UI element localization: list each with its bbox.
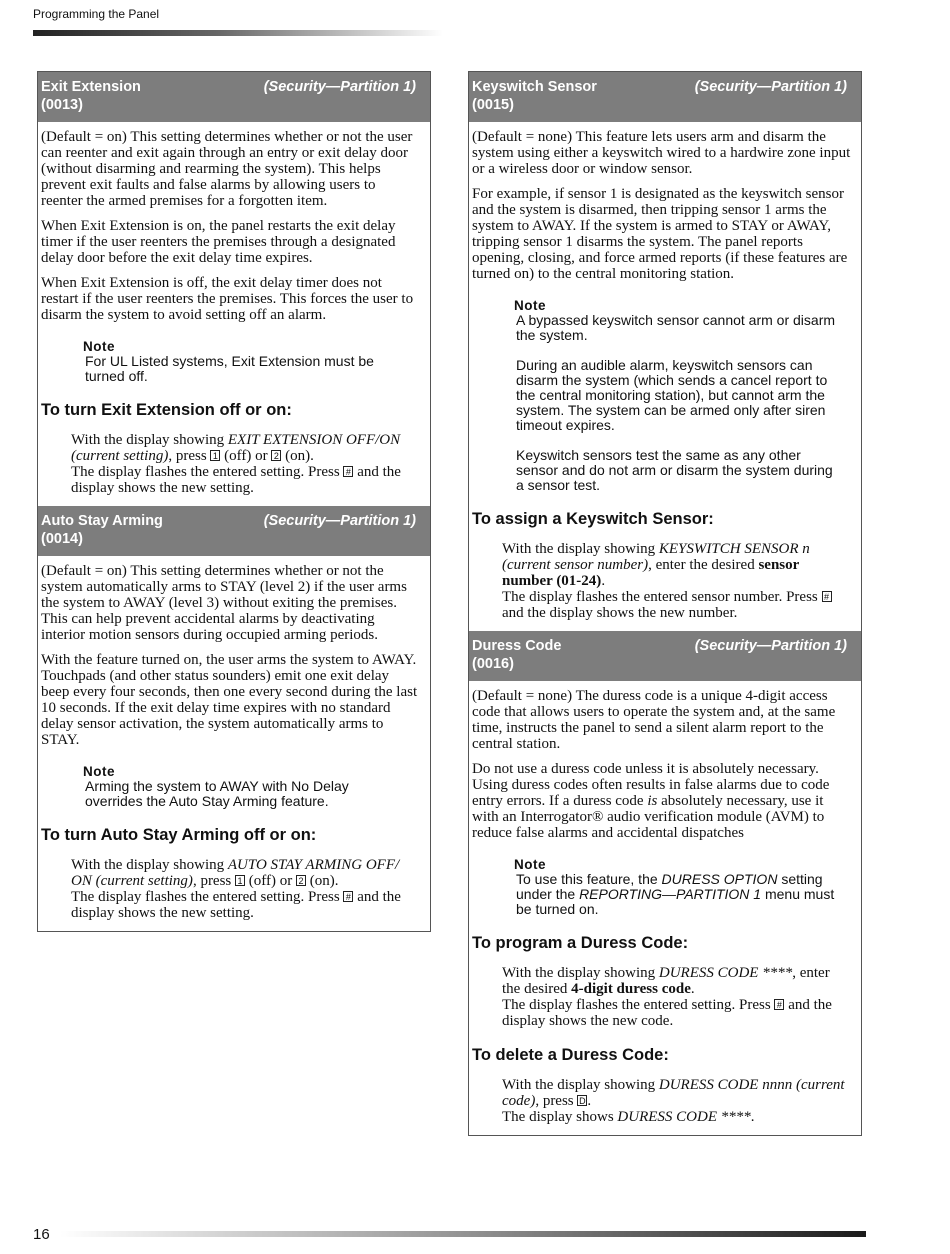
proc-text: .	[601, 573, 606, 589]
auto-stay-arming-section	[38, 506, 430, 931]
paragraph: (Default = on) This setting determines whether or not the system automatically arms to STAY (level 2) if the user arms the system to AWAY (level 3) without exiting the premises. This can help prevent accidental alarms by deactivating interior motion sensors during occupied arming periods.	[41, 563, 407, 643]
display-text: KEYSWITCH SENSOR n (current sensor number)	[502, 541, 810, 573]
proc-text: .	[690, 981, 695, 997]
section-body	[469, 681, 861, 1135]
key-hash-icon: #	[343, 891, 353, 902]
running-header: Programming the Panel	[33, 7, 160, 21]
paragraph	[472, 761, 851, 841]
proc-text: , press	[168, 448, 211, 464]
note-label: Note	[83, 764, 115, 779]
paragraph-text: absolutely necessary, use it with an Interrogator® audio verification module (AVM) to reduce false alarms and accidental dispatches	[472, 793, 825, 841]
procedure-steps	[71, 857, 420, 921]
proc-text: and the display shows the new setting.	[71, 464, 401, 496]
right-column	[468, 71, 862, 1136]
note-fragment: menu must be turned on.	[516, 886, 835, 917]
page-number: 16	[33, 1226, 50, 1243]
proc-text: The display flashes the entered sensor number. Press	[502, 589, 822, 605]
proc-text: With the display showing	[502, 541, 659, 557]
section-code: (0015)	[472, 97, 514, 113]
section-code: (0013)	[41, 97, 83, 113]
procedure-heading: To turn Auto Stay Arming off or on:	[41, 826, 317, 844]
procedure-steps	[502, 1077, 851, 1125]
note-box	[514, 857, 839, 917]
note-box	[83, 339, 408, 384]
key-d-icon: D	[579, 1096, 586, 1106]
proc-text: , enter the desired	[502, 965, 830, 997]
note-text: For UL Listed systems, Exit Extension must be turned off.	[85, 353, 374, 384]
proc-text: , press	[535, 1093, 578, 1109]
key-hash-icon: #	[343, 466, 353, 477]
note-fragment: To use this feature, the	[516, 871, 662, 887]
proc-text: With the display showing	[71, 432, 228, 448]
key-1-icon: 1	[235, 875, 245, 886]
note-text	[516, 872, 839, 917]
paragraph: For example, if sensor 1 is designated as the keyswitch sensor and the system is disarmed, then tripping sensor 1 arms the system to AWAY. If the system is armed to STAY or AWAY, tripping sensor 1 disarms the system. The panel reports opening, closing, and force armed reports (if these features are turned on) to the central monitoring station.	[472, 186, 848, 282]
section-header	[469, 631, 861, 681]
procedure-heading: To delete a Duress Code:	[472, 1046, 669, 1064]
proc-text: and the display shows the new code.	[502, 997, 832, 1029]
note-text: A bypassed keyswitch sensor cannot arm or disarm the system.	[516, 312, 836, 343]
paragraph: With the feature turned on, the user arms the system to AWAY. Touchpads (and other status sounders) emit one exit delay beep every four seconds, then one every second during the last 10 seconds. If the exit delay time expires with no standard delay sensor activation, the system automatically arms to STAY.	[41, 652, 418, 748]
proc-text: The display flashes the entered setting. Press	[71, 889, 344, 905]
exit-extension-section	[38, 72, 430, 506]
procedure-heading: To program a Duress Code:	[472, 934, 689, 952]
proc-text: , enter the desired	[648, 557, 759, 573]
section-title: Exit Extension	[41, 79, 141, 95]
note-text: Arming the system to AWAY with No Delay overrides the Auto Stay Arming feature.	[85, 778, 349, 809]
proc-text: and the display shows the new number.	[502, 605, 738, 621]
proc-text: .	[587, 1093, 592, 1109]
note-box	[83, 764, 408, 809]
proc-bold-text: 4-digit duress code	[571, 981, 691, 997]
proc-text: With the display showing	[71, 857, 228, 873]
paragraph: When Exit Extension is off, the exit delay timer does not restart if the user reenters the premises. This forces the user to disarm the system to avoid setting off an alarm.	[41, 275, 414, 323]
note-label: Note	[83, 339, 115, 354]
key-2-icon: 2	[296, 875, 306, 886]
proc-text: With the display showing	[502, 1077, 659, 1093]
section-title: Keyswitch Sensor	[472, 79, 597, 95]
proc-text: The display flashes the entered setting. Press	[71, 464, 344, 480]
section-partition: (Security—Partition 1)	[263, 79, 416, 95]
proc-text: (off) or	[245, 873, 296, 889]
proc-text: The display flashes the entered setting. Press	[502, 997, 775, 1013]
header-rule	[33, 30, 443, 36]
section-title: Duress Code	[472, 638, 562, 654]
section-partition: (Security—Partition 1)	[694, 638, 847, 654]
section-code: (0016)	[472, 656, 514, 672]
proc-text: .	[750, 1109, 755, 1125]
section-partition: (Security—Partition 1)	[694, 79, 847, 95]
note-label: Note	[514, 298, 546, 313]
display-text: EXIT EXTENSION OFF/ON (current setting)	[71, 432, 401, 464]
note-box	[514, 298, 839, 493]
duress-code-section	[469, 631, 861, 1135]
section-code: (0014)	[41, 531, 83, 547]
keyswitch-sensor-section	[469, 72, 861, 631]
proc-text: With the display showing	[502, 965, 659, 981]
procedure-steps	[71, 432, 420, 496]
procedure-heading: To turn Exit Extension off or on:	[41, 401, 292, 419]
paragraph: When Exit Extension is on, the panel restarts the exit delay timer if the user reenters the premises through a designated delay door before the exit delay time expires.	[41, 218, 396, 266]
key-1-icon: 1	[210, 450, 220, 461]
proc-bold-text: sensor number (01-24)	[502, 557, 800, 589]
paragraph-text: Do not use a duress code unless it is absolutely necessary. Using duress codes often results in false alarms due to code entry errors. If a duress code	[472, 761, 830, 809]
section-header	[469, 72, 861, 122]
section-title: Auto Stay Arming	[41, 513, 163, 529]
paragraph-italic: is	[647, 793, 658, 809]
paragraph: (Default = on) This setting determines whether or not the user can reenter and exit again through an entry or exit delay door (without disarming and rearming the system). This helps prevent exit faults and false alarms by allowing users to reenter the armed premises for a forgotten item.	[41, 129, 413, 209]
display-text: DURESS CODE ****	[658, 965, 793, 981]
proc-text: (off) or	[220, 448, 272, 464]
proc-text: (on).	[281, 448, 314, 464]
section-body	[469, 122, 861, 631]
note-italic: DURESS OPTION	[661, 871, 778, 887]
section-body	[38, 122, 430, 506]
note-italic: REPORTING—PARTITION 1	[579, 886, 762, 902]
paragraph: (Default = none) This feature lets users arm and disarm the system using either a keyswitch wired to a hardwire zone input or a wireless door or window sensor.	[472, 129, 851, 177]
note-label: Note	[514, 857, 546, 872]
footer-rule	[60, 1231, 866, 1237]
section-partition: (Security—Partition 1)	[263, 513, 416, 529]
note-fragment: setting under the	[516, 871, 823, 902]
section-header	[38, 72, 430, 122]
section-header	[38, 506, 430, 556]
section-body	[38, 556, 430, 931]
display-text: DURESS CODE ****	[617, 1109, 751, 1125]
proc-text: (on).	[305, 873, 339, 889]
proc-text: , press	[192, 873, 236, 889]
display-text: DURESS CODE nnnn (current code)	[502, 1077, 845, 1109]
procedure-heading: To assign a Keyswitch Sensor:	[472, 510, 714, 528]
procedure-steps	[502, 541, 851, 621]
paragraph: (Default = none) The duress code is a unique 4-digit access code that allows users to operate the system and, at the same time, instructs the panel to send a silent alarm report to the central station.	[472, 688, 836, 752]
display-text: AUTO STAY ARMING OFF/ ON (current setting)	[71, 857, 400, 889]
note-text: Keyswitch sensors test the same as any other sensor and do not arm or disarm the system during a sensor test.	[516, 447, 833, 493]
note-text: During an audible alarm, keyswitch sensors can disarm the system (which sends a cancel report to the central monitoring station), but cannot arm the system. The system can be armed only after siren timeout expires.	[516, 357, 828, 433]
procedure-steps	[502, 965, 851, 1029]
proc-text: and the display shows the new setting.	[71, 889, 401, 921]
left-column	[37, 71, 431, 932]
key-hash-icon: #	[822, 591, 832, 602]
key-2-icon: 2	[271, 450, 281, 461]
proc-text: The display shows	[502, 1109, 618, 1125]
key-hash-icon: #	[774, 999, 784, 1010]
